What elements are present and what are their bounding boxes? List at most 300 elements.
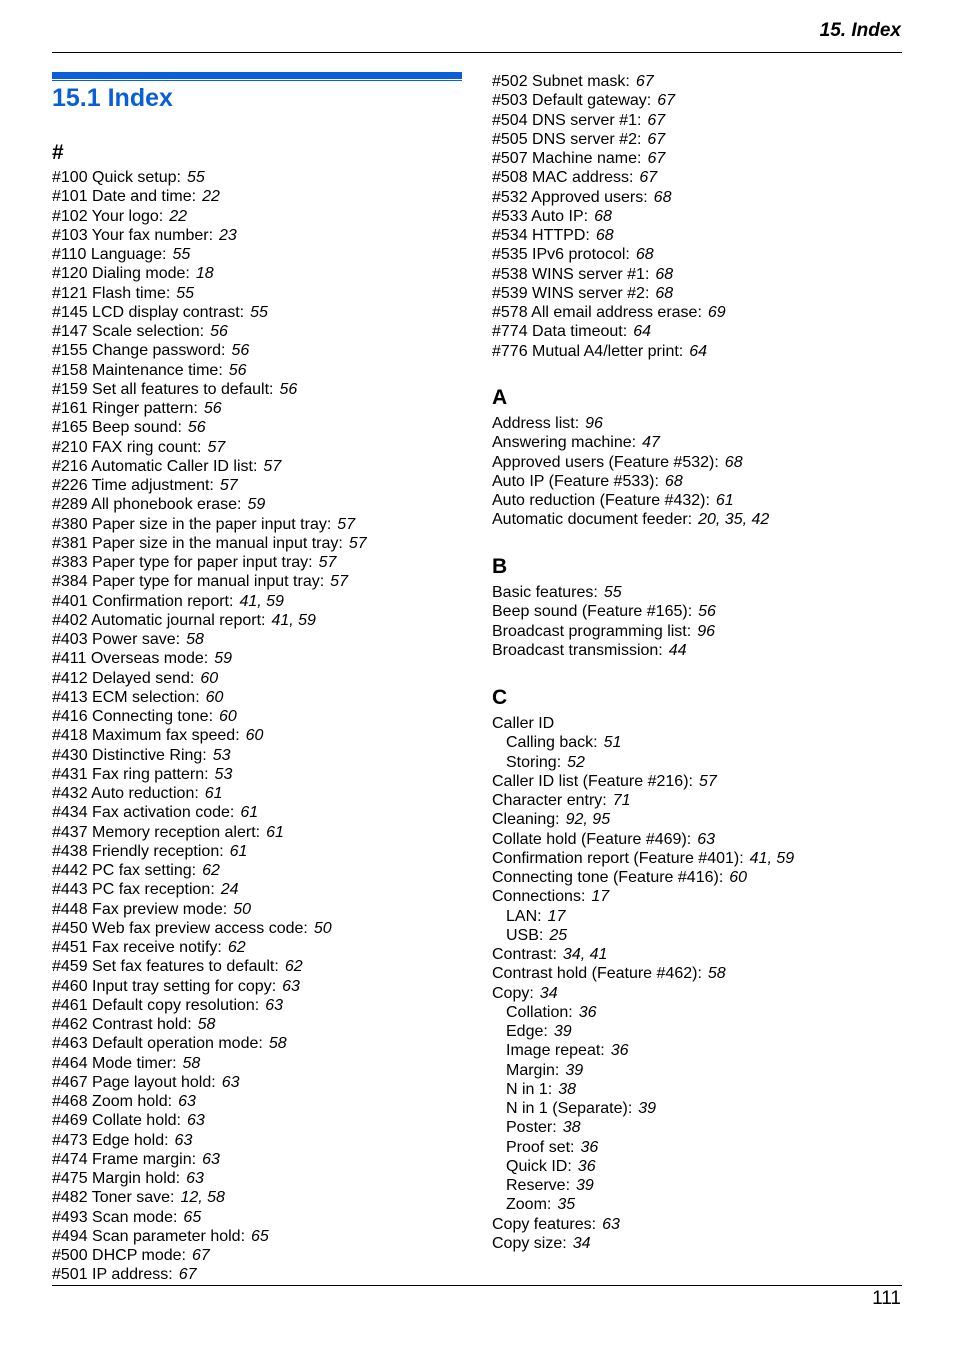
index-entry-label: #437 Memory reception alert:	[52, 823, 261, 841]
index-entry-label: #507 Machine name:	[492, 150, 642, 167]
index-subentry	[492, 1176, 794, 1195]
index-entry	[52, 284, 367, 303]
index-entry	[492, 284, 726, 303]
index-page-ref[interactable]: 58	[707, 965, 726, 983]
index-page-ref[interactable]: 65	[251, 1227, 269, 1245]
index-page-ref[interactable]: 69	[707, 304, 726, 321]
index-page-ref[interactable]: 61	[204, 785, 223, 802]
index-page-ref[interactable]: 68	[595, 227, 614, 244]
index-subentry	[492, 1118, 794, 1137]
index-page-ref[interactable]: 57	[348, 534, 367, 552]
index-page-ref[interactable]: 57	[219, 477, 238, 494]
index-page-ref[interactable]: 96	[585, 415, 603, 432]
index-entry-label: #402 Automatic journal report:	[52, 611, 266, 629]
index-entry-label: #380 Paper size in the paper input tray:	[52, 515, 332, 533]
index-entry	[52, 1054, 367, 1073]
index-page-ref[interactable]: 36	[580, 1138, 599, 1156]
index-entry-label: #226 Time adjustment:	[52, 477, 214, 494]
index-entry-label: Proof set:	[506, 1138, 575, 1156]
index-entry-label: Calling back:	[506, 734, 598, 752]
index-entry-label: #776 Mutual A4/letter print:	[492, 342, 684, 360]
index-entry-label: #459 Set fax features to default:	[52, 958, 279, 976]
index-page-ref[interactable]: 38	[558, 1080, 577, 1098]
index-entry-label: Copy features:	[492, 1215, 597, 1233]
index-entry	[52, 476, 367, 495]
index-entry-label: Address list:	[492, 415, 580, 432]
index-page-ref[interactable]: 39	[553, 1023, 572, 1040]
index-page-ref[interactable]: 68	[655, 265, 674, 283]
index-page-ref[interactable]: 60	[729, 869, 748, 886]
index-entry-label: Auto IP (Feature #533):	[492, 472, 659, 490]
index-page-ref[interactable]: 68	[635, 246, 654, 264]
index-entry-label: #121 Flash time:	[52, 284, 171, 302]
index-page-ref[interactable]: 61	[229, 842, 248, 860]
index-page-ref[interactable]: 63	[265, 996, 284, 1014]
index-page-ref[interactable]: 47	[642, 434, 660, 452]
index-page-ref[interactable]: 52	[567, 753, 585, 771]
index-page-ref[interactable]: 55	[176, 284, 195, 302]
index-entry	[492, 602, 716, 621]
index-entry-label: #101 Date and time:	[52, 188, 197, 206]
index-entry	[52, 823, 367, 842]
index-subentry	[492, 1041, 794, 1060]
index-entry	[492, 1234, 794, 1253]
index-entry	[52, 803, 367, 822]
index-entry-label: N in 1 (Separate):	[506, 1100, 633, 1117]
index-entry	[492, 491, 769, 510]
index-page-ref[interactable]: 63	[186, 1112, 205, 1130]
index-page-ref[interactable]: 25	[549, 926, 568, 944]
index-entry-label: Collate hold (Feature #469):	[492, 830, 692, 848]
index-page-ref[interactable]: 67	[647, 150, 666, 167]
index-entry	[492, 433, 769, 452]
index-entry-label: #158 Maintenance time:	[52, 361, 223, 379]
index-entry	[52, 842, 367, 861]
index-entry-label: Caller ID	[492, 715, 555, 732]
index-page-ref[interactable]: 56	[187, 419, 206, 437]
index-entry-label: Cleaning:	[492, 811, 560, 829]
index-entry-label: #383 Paper type for paper input tray:	[52, 554, 313, 571]
index-page-ref[interactable]: 34, 41	[562, 946, 608, 963]
index-page-ref[interactable]: 38	[562, 1119, 581, 1137]
index-page-ref[interactable]: 57	[698, 772, 717, 790]
index-page-ref[interactable]: 18	[195, 265, 214, 283]
index-entry	[52, 572, 367, 591]
index-page-ref[interactable]: 44	[668, 641, 687, 659]
index-entry	[52, 245, 367, 264]
index-entry	[492, 188, 726, 207]
index-entry-label: #534 HTTPD:	[492, 227, 590, 244]
index-entry	[52, 649, 367, 668]
index-entry-label: #161 Ringer pattern:	[52, 400, 198, 417]
index-page-ref[interactable]: 58	[186, 631, 204, 648]
index-entry	[52, 957, 367, 976]
index-page-ref[interactable]: 17	[547, 907, 566, 925]
index-page-ref[interactable]: 60	[200, 669, 219, 687]
index-page-ref[interactable]: 39	[565, 1061, 584, 1079]
index-entry-label: Beep sound (Feature #165):	[492, 603, 693, 621]
index-page-ref[interactable]: 36	[610, 1042, 629, 1060]
index-page-ref[interactable]: 68	[594, 207, 612, 225]
index-entry	[52, 303, 367, 322]
index-entry	[492, 887, 794, 906]
index-entry-label: #538 WINS server #1:	[492, 265, 650, 283]
index-entry-label: Broadcast transmission:	[492, 641, 663, 659]
index-entry-label: #102 Your logo:	[52, 207, 164, 225]
index-entry-list	[52, 168, 367, 1285]
index-page-ref[interactable]: 56	[203, 400, 222, 417]
index-entry	[52, 207, 367, 226]
index-entry-label: Edge:	[506, 1023, 548, 1040]
index-entry	[492, 91, 726, 110]
index-entry	[52, 1169, 367, 1188]
index-entry-label: #501 IP address:	[52, 1266, 173, 1284]
index-subentry	[492, 1022, 794, 1041]
section-title: 15.1 Index	[52, 84, 173, 112]
index-entry	[492, 830, 794, 849]
index-entry	[52, 1034, 367, 1053]
index-entry-list	[492, 414, 769, 530]
index-entry-label: Image repeat:	[506, 1042, 605, 1060]
index-subentry	[492, 1099, 794, 1118]
index-entry	[492, 414, 769, 433]
section-title-underline	[52, 80, 462, 81]
index-entry-label: Answering machine:	[492, 434, 637, 452]
index-entry-label: #494 Scan parameter hold:	[52, 1227, 246, 1245]
index-entry-label: #430 Distinctive Ring:	[52, 746, 207, 764]
index-page-ref[interactable]: 92, 95	[565, 811, 611, 829]
index-entry	[52, 1015, 367, 1034]
index-page-ref[interactable]: 34	[539, 984, 558, 1002]
index-page-ref[interactable]: 60	[205, 688, 224, 706]
index-page-ref[interactable]: 63	[202, 1150, 220, 1168]
index-subentry	[492, 926, 794, 945]
index-page-ref[interactable]: 57	[207, 438, 226, 456]
index-entry-label: #461 Default copy resolution:	[52, 996, 260, 1014]
index-entry-label: #145 LCD display contrast:	[52, 303, 245, 321]
index-page-ref[interactable]: 61	[266, 823, 284, 841]
index-entry	[52, 187, 367, 206]
index-entry-label: Poster:	[506, 1119, 557, 1137]
index-entry	[52, 534, 367, 553]
index-entry	[492, 453, 769, 472]
index-page-ref[interactable]: 55	[603, 584, 622, 601]
index-page-ref[interactable]: 50	[313, 919, 332, 937]
index-entry	[52, 322, 367, 341]
index-entry-label: #533 Auto IP:	[492, 207, 589, 225]
index-page-ref[interactable]: 53	[214, 765, 233, 783]
index-entry	[492, 964, 794, 983]
index-entry-label: Character entry:	[492, 792, 607, 809]
index-letter-heading: #	[52, 141, 64, 164]
index-page-ref[interactable]: 24	[220, 881, 239, 899]
index-page-ref[interactable]: 56	[228, 361, 247, 379]
index-entry	[492, 303, 726, 322]
index-entry	[52, 996, 367, 1015]
index-subentry	[492, 1157, 794, 1176]
index-entry-label: #159 Set all features to default:	[52, 380, 274, 398]
index-entry-label: #438 Friendly reception:	[52, 842, 224, 860]
index-entry-label: #120 Dialing mode:	[52, 265, 190, 283]
index-entry-label: Collation:	[506, 1003, 573, 1021]
index-entry	[492, 714, 794, 733]
index-entry	[492, 622, 716, 641]
index-page-ref[interactable]: 61	[715, 492, 734, 509]
index-letter-heading: A	[492, 386, 508, 409]
index-entry	[52, 784, 367, 803]
index-entry-label: #462 Contrast hold:	[52, 1016, 192, 1033]
index-entry-label: #289 All phonebook erase:	[52, 496, 242, 514]
index-entry-label: #416 Connecting tone:	[52, 708, 214, 725]
index-entry	[492, 168, 726, 187]
index-page-ref[interactable]: 67	[192, 1247, 210, 1264]
index-page-ref[interactable]: 68	[724, 453, 743, 471]
index-entry-label: #502 Subnet mask:	[492, 73, 630, 90]
index-entry-label: #535 IPv6 protocol:	[492, 246, 630, 264]
index-page-ref[interactable]: 57	[263, 457, 282, 475]
index-page-ref[interactable]: 41, 59	[749, 849, 795, 867]
index-page-ref[interactable]: 35	[557, 1196, 576, 1214]
index-entry-label: #467 Page layout hold:	[52, 1073, 216, 1091]
index-page-ref[interactable]: 57	[318, 554, 337, 571]
index-entry	[492, 772, 794, 791]
index-letter-heading: B	[492, 555, 508, 578]
index-entry-label: Contrast:	[492, 946, 557, 963]
index-entry	[492, 265, 726, 284]
index-page-ref[interactable]: 22	[169, 207, 188, 225]
index-entry	[52, 438, 367, 457]
index-entry-label: #384 Paper type for manual input tray:	[52, 573, 325, 591]
index-page-ref[interactable]: 67	[657, 92, 676, 110]
index-entry-label: Contrast hold (Feature #462):	[492, 965, 702, 983]
index-subentry	[492, 1003, 794, 1022]
index-entry-label: #460 Input tray setting for copy:	[52, 977, 277, 995]
index-page-ref[interactable]: 12, 58	[180, 1189, 225, 1207]
index-entry-label: Storing:	[506, 753, 562, 771]
index-entry	[52, 726, 367, 745]
index-page-ref[interactable]: 58	[197, 1016, 216, 1033]
index-entry-label: #381 Paper size in the manual input tray:	[52, 534, 343, 552]
index-page-ref[interactable]: 63	[178, 1093, 196, 1110]
index-page-ref[interactable]: 58	[182, 1054, 201, 1072]
index-entry	[492, 322, 726, 341]
index-entry-label: Broadcast programming list:	[492, 622, 692, 640]
index-entry	[492, 510, 769, 529]
header-title: 15. Index	[819, 20, 901, 41]
index-entry	[492, 130, 726, 149]
index-entry-label: #500 DHCP mode:	[52, 1247, 186, 1264]
index-page-ref[interactable]: 67	[639, 169, 658, 187]
index-entry	[52, 861, 367, 880]
index-entry	[492, 111, 726, 130]
index-subentry	[492, 1080, 794, 1099]
index-entry-label: #155 Change password:	[52, 342, 226, 360]
index-page-ref[interactable]: 67	[178, 1266, 197, 1284]
index-entry	[52, 765, 367, 784]
index-page-ref[interactable]: 36	[578, 1003, 597, 1021]
index-subentry	[492, 1061, 794, 1080]
index-entry-label: Zoom:	[506, 1196, 552, 1214]
index-page-ref[interactable]: 62	[284, 958, 303, 976]
index-entry-label: #774 Data timeout:	[492, 323, 628, 341]
index-entry-label: Quick ID:	[506, 1157, 572, 1175]
index-page-ref[interactable]: 65	[183, 1208, 202, 1226]
index-entry-label: #403 Power save:	[52, 631, 181, 648]
index-entry	[52, 938, 367, 957]
index-page-ref[interactable]: 41, 59	[239, 592, 284, 610]
index-page-ref[interactable]: 63	[221, 1073, 240, 1091]
index-entry	[52, 361, 367, 380]
index-entry-label: Caller ID list (Feature #216):	[492, 772, 693, 790]
index-entry-label: #418 Maximum fax speed:	[52, 727, 240, 745]
index-page-ref[interactable]: 55	[172, 246, 191, 263]
index-page-ref[interactable]: 55	[250, 303, 268, 321]
index-entry	[52, 495, 367, 514]
index-entry-label: Copy size:	[492, 1234, 567, 1252]
index-entry	[492, 472, 769, 491]
index-page-ref[interactable]: 17	[591, 888, 610, 906]
index-entry	[492, 641, 716, 660]
index-page-ref[interactable]: 67	[647, 130, 666, 148]
index-entry-label: #216 Automatic Caller ID list:	[52, 457, 258, 475]
index-entry-label: #103 Your fax number:	[52, 226, 214, 244]
index-entry-label: Approved users (Feature #532):	[492, 453, 719, 471]
index-page-ref[interactable]: 96	[697, 622, 715, 640]
index-entry-label: #110 Language:	[52, 246, 167, 263]
index-page-ref[interactable]: 68	[664, 472, 683, 490]
index-entry	[52, 900, 367, 919]
index-entry	[52, 457, 367, 476]
index-entry	[492, 342, 726, 361]
index-entry	[52, 1227, 367, 1246]
index-entry	[52, 380, 367, 399]
index-page-ref[interactable]: 63	[174, 1131, 193, 1149]
index-entry-label: USB:	[506, 926, 544, 944]
index-entry	[492, 810, 794, 829]
index-page-ref[interactable]: 36	[577, 1157, 596, 1175]
index-page-ref[interactable]: 63	[282, 977, 300, 995]
index-entry	[52, 1188, 367, 1207]
index-page-ref[interactable]: 39	[576, 1177, 594, 1194]
index-entry-label: #448 Fax preview mode:	[52, 900, 228, 918]
index-page-ref[interactable]: 67	[647, 111, 666, 129]
index-entry	[52, 1073, 367, 1092]
index-entry-label: #431 Fax ring pattern:	[52, 765, 209, 783]
index-entry-label: #100 Quick setup:	[52, 169, 181, 186]
index-entry-label: Connecting tone (Feature #416):	[492, 869, 724, 886]
index-page-ref[interactable]: 22	[202, 188, 220, 206]
index-entry-label: #434 Fax activation code:	[52, 804, 235, 822]
index-entry	[492, 1215, 794, 1234]
index-entry	[52, 515, 367, 534]
index-page-ref[interactable]: 64	[689, 342, 708, 360]
index-entry-label: #451 Fax receive notify:	[52, 939, 222, 956]
index-page-ref[interactable]: 62	[202, 862, 220, 879]
index-page-ref[interactable]: 59	[247, 496, 266, 514]
index-entry	[52, 630, 367, 649]
index-entry-label: #475 Margin hold:	[52, 1170, 181, 1187]
index-entry-label: LAN:	[506, 907, 542, 925]
index-entry-label: #450 Web fax preview access code:	[52, 919, 308, 937]
index-page-ref[interactable]: 64	[633, 323, 651, 341]
index-entry	[492, 226, 726, 245]
index-subentry	[492, 733, 794, 752]
index-page-ref[interactable]: 63	[186, 1170, 204, 1187]
index-entry-label: #473 Edge hold:	[52, 1131, 169, 1149]
index-entry	[52, 746, 367, 765]
index-page-ref[interactable]: 41, 59	[271, 611, 316, 629]
index-page-ref[interactable]: 57	[337, 515, 356, 533]
index-entry	[52, 1208, 367, 1227]
index-entry-label: #412 Delayed send:	[52, 669, 195, 687]
index-page-ref[interactable]: 53	[212, 746, 231, 764]
index-page-ref[interactable]: 63	[602, 1215, 620, 1233]
index-entry-label: #503 Default gateway:	[492, 92, 652, 110]
index-page-ref[interactable]: 62	[227, 939, 246, 956]
index-page-ref[interactable]: 60	[219, 708, 237, 725]
index-page-ref[interactable]: 55	[186, 169, 205, 186]
index-page-ref[interactable]: 60	[245, 727, 264, 745]
index-page-ref[interactable]: 56	[210, 323, 228, 340]
index-entry	[52, 1150, 367, 1169]
index-entry	[52, 1092, 367, 1111]
index-entry	[52, 168, 367, 187]
index-entry	[52, 418, 367, 437]
index-page-ref[interactable]: 23	[219, 226, 237, 244]
index-entry	[52, 1246, 367, 1265]
index-page-ref[interactable]: 61	[240, 804, 259, 822]
index-entry-label: #443 PC fax reception:	[52, 881, 215, 899]
index-page-ref[interactable]: 59	[214, 650, 233, 668]
index-page-ref[interactable]: 71	[612, 792, 631, 809]
index-page-ref[interactable]: 39	[638, 1100, 657, 1117]
index-subentry	[492, 1138, 794, 1157]
index-page-ref[interactable]: 68	[653, 188, 672, 206]
index-entry-list	[492, 72, 726, 361]
index-page-ref[interactable]: 57	[330, 573, 348, 591]
index-entry	[492, 245, 726, 264]
index-page-ref[interactable]: 68	[655, 284, 674, 302]
index-subentry	[492, 753, 794, 772]
index-page-ref[interactable]: 56	[231, 342, 250, 360]
index-entry	[52, 919, 367, 938]
index-entry	[52, 880, 367, 899]
index-page-ref[interactable]: 63	[697, 830, 716, 848]
index-entry-label: #210 FAX ring count:	[52, 438, 202, 456]
index-entry	[52, 977, 367, 996]
index-entry	[492, 207, 726, 226]
index-page-ref[interactable]: 56	[698, 603, 716, 621]
index-entry-list	[492, 714, 794, 1253]
index-entry	[52, 669, 367, 688]
index-page-ref[interactable]: 34	[572, 1234, 591, 1252]
header-rule	[52, 52, 902, 53]
index-page-ref[interactable]: 20, 35, 42	[698, 511, 770, 529]
index-entry	[52, 688, 367, 707]
index-entry	[52, 592, 367, 611]
index-page-ref[interactable]: 51	[603, 734, 622, 752]
index-entry-label: Reserve:	[506, 1177, 571, 1194]
section-title-bar	[52, 72, 462, 79]
index-page-ref[interactable]: 50	[233, 900, 251, 918]
index-entry	[52, 1131, 367, 1150]
index-page-ref[interactable]: 67	[635, 73, 654, 90]
index-entry-label: #432 Auto reduction:	[52, 785, 199, 802]
index-entry-label: #165 Beep sound:	[52, 419, 182, 437]
page-number: 111	[872, 1288, 901, 1309]
index-page-ref[interactable]: 56	[279, 380, 298, 398]
index-page-ref[interactable]: 58	[268, 1035, 287, 1053]
